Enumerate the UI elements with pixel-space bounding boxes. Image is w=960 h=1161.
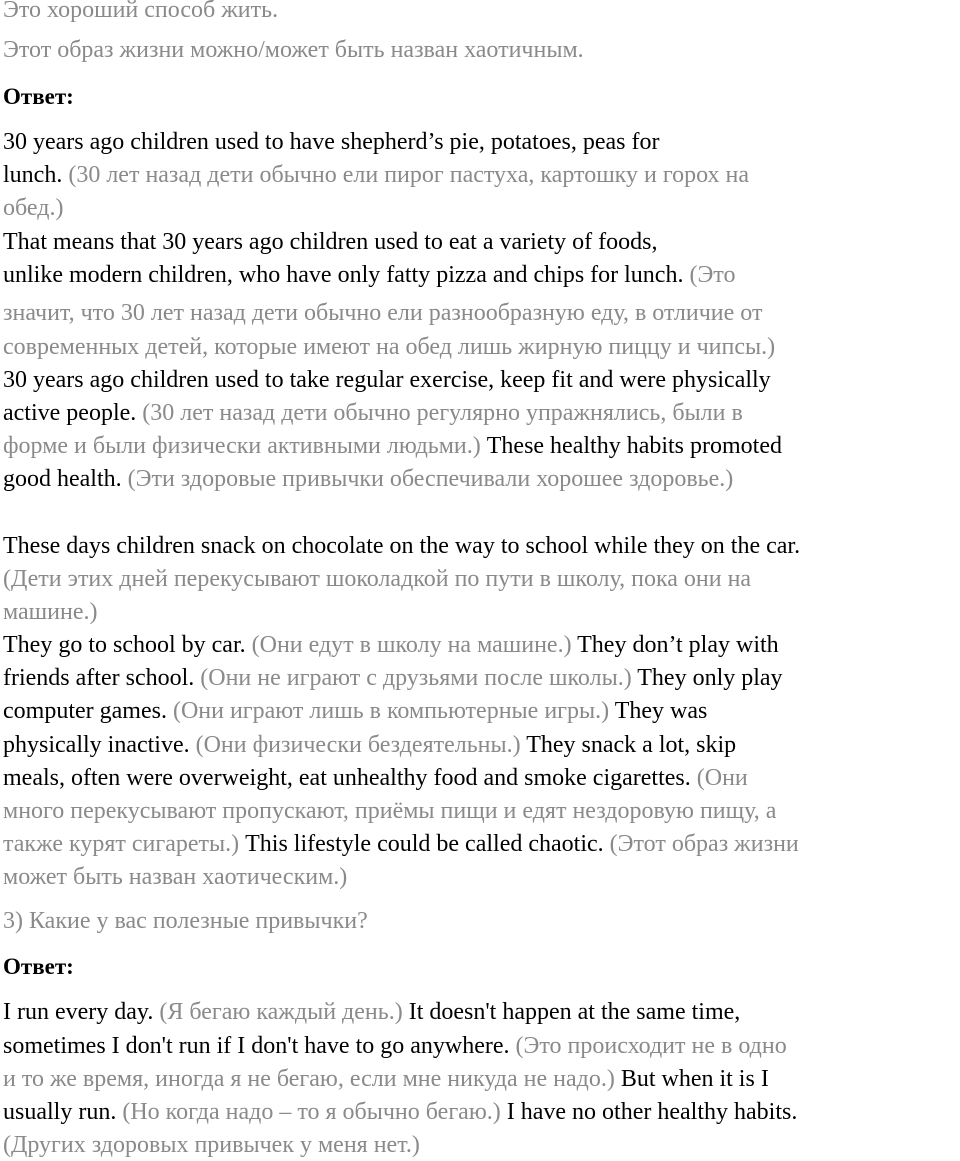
translation-text: значит, что 30 лет назад дети обычно ели разнообразную еду, в отличие от [3,300,763,326]
text-line [3,906,368,936]
translation-text: (Это происходит не в одно [515,1033,787,1059]
answer-heading [3,952,74,982]
translation-text: современных детей, которые имеют на обед лишь жирную пиццу и чипсы.) [3,334,776,360]
english-text: They only play [637,665,783,691]
english-text: They go to school by car. [3,632,252,658]
text-line [3,663,783,693]
text-line [3,298,762,328]
text-line [3,763,748,793]
english-text: They don’t play with [577,632,779,658]
answer-heading [3,82,74,112]
english-text: But when it is I [620,1066,769,1092]
translation-text: обед.) [3,195,64,221]
text-line [3,531,800,561]
text-line [3,0,278,25]
translation-text: (Эти здоровые привычки обеспечивали хорошее здоровье.) [127,466,734,492]
text-line [3,696,707,726]
text-line [3,997,740,1027]
english-text: These days children snack on chocolate on the way to school while they on the car. [3,533,801,559]
text-line [3,464,733,494]
text-line [3,564,751,594]
english-text: good health. [3,466,128,492]
english-text: They was [614,698,708,724]
translation-text: много перекусывают пропускают, приёмы пищи и едят нездоровую пищу, а [3,798,777,824]
english-text: I run every day. [3,999,160,1025]
text-line [3,365,771,395]
english-text: sometimes I don't run if I don't have to go anywhere. [3,1033,516,1059]
text-line [3,730,736,760]
translation-text: 3) Какие у вас полезные привычки? [3,908,368,934]
translation-text: (Это [689,262,736,288]
english-text: 30 years ago children used to have shepherd’s pie, potatoes, peas for [3,129,660,155]
translation-text: (Других здоровых привычек у меня нет.) [3,1132,420,1158]
english-text: lunch. [3,162,69,188]
text-line [3,862,347,892]
translation-text: (30 лет назад дети обычно регулярно упражнялись, были в [142,400,743,426]
translation-text: также курят сигареты.) [3,831,246,857]
english-text: It doesn't happen at the same time, [408,999,741,1025]
translation-text: (30 лет назад дети обычно ели пирог пастуха, картошку и горох на [68,162,749,188]
translation-text: (Они едут в школу на машине.) [251,632,578,658]
english-text: computer games. [3,698,173,724]
text-line [3,597,98,627]
text-line [3,227,657,257]
english-text: meals, often were overweight, eat unhealthy food and smoke cigarettes. [3,765,697,791]
english-text: active people. [3,400,143,426]
english-text: They snack a lot, skip [526,732,737,758]
translation-text: (Они [696,765,748,791]
text-line [3,829,799,859]
english-text: unlike modern children, who have only fatty pizza and chips for lunch. [3,262,690,288]
heading-text: Ответ: [3,954,74,979]
text-line [3,1031,787,1061]
english-text: That means that 30 years ago children used to eat a variety of foods, [3,229,658,255]
text-line [3,1064,769,1094]
translation-text: может быть назван хаотическим.) [3,864,348,890]
text-line [3,35,584,65]
translation-text: (Я бегаю каждый день.) [159,999,409,1025]
text-line [3,1130,420,1160]
english-text: This lifestyle could be called chaotic. [245,831,610,857]
text-line [3,431,782,461]
heading-text: Ответ: [3,84,74,109]
translation-text: (Они не играют с друзьями после школы.) [200,665,638,691]
text-line [3,193,63,223]
translation-text: машине.) [3,599,98,625]
translation-text: и то же время, иногда я не бегаю, если мне никуда не надо.) [3,1066,621,1092]
text-line [3,398,743,428]
translation-text: (Они физически бездеятельны.) [195,732,527,758]
text-line [3,160,749,190]
text-line [3,1097,797,1127]
translation-text: Это хороший способ жить. [3,0,279,23]
translation-text: Этот образ жизни можно/может быть назван хаотичным. [3,37,584,63]
translation-text: (Но когда надо – то я обычно бегаю.) [122,1099,507,1125]
translation-text: (Они играют лишь в компьютерные игры.) [172,698,615,724]
translation-text: (Дети этих дней перекусывают шоколадкой по пути в школу, пока они на [3,566,752,592]
text-line [3,127,659,157]
english-text: These healthy habits promoted [486,433,783,459]
text-line [3,630,779,660]
text-line [3,796,776,826]
text-line [3,260,735,290]
translation-text: (Этот образ жизни [609,831,799,857]
english-text: physically inactive. [3,732,196,758]
english-text: I have no other healthy habits. [506,1099,798,1125]
translation-text: форме и были физически активными людьми.) [3,433,487,459]
english-text: usually run. [3,1099,123,1125]
text-line [3,332,775,362]
english-text: friends after school. [3,665,201,691]
english-text: 30 years ago children used to take regular exercise, keep fit and were physically [3,367,771,393]
